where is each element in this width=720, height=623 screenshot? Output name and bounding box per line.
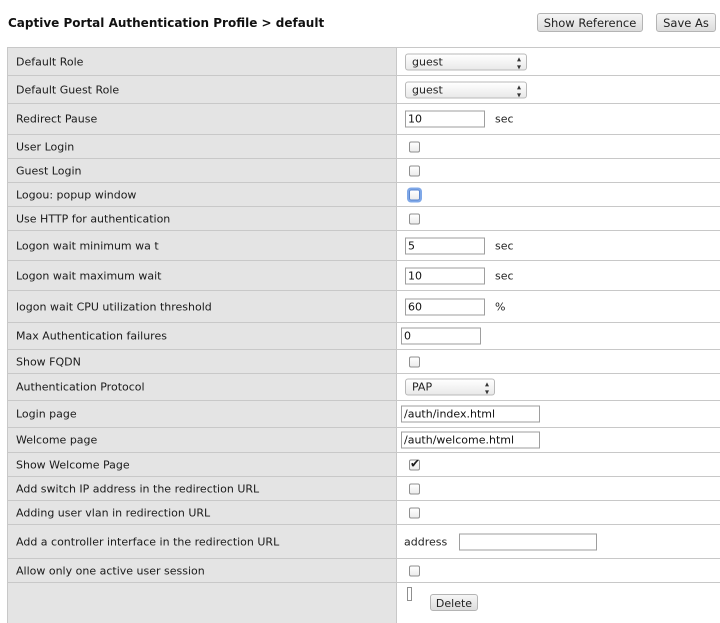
welcome-page-input[interactable]: /auth/welcome.html [401,432,540,449]
welcome-page-label: Welcome page [16,433,98,447]
whitelist-listbox[interactable] [407,587,412,601]
logon-wait-min-label: Logon wait minimum wa t [16,239,159,252]
auth-protocol-select[interactable]: PAP ▴ ▾ [405,379,495,396]
controller-address-label: address [404,535,448,548]
row-auth-protocol [7,374,720,401]
row-add-user-vlan [7,501,720,525]
save-as-button[interactable]: Save As [656,13,716,32]
logout-popup-label: Logou: popup window [16,188,137,201]
select-arrows-icon: ▴ ▾ [484,379,489,397]
add-user-vlan-label: Adding user vlan in redirection URL [16,506,211,519]
row-logon-wait-max [7,261,720,291]
select-arrows-icon: ▴ ▾ [516,54,521,71]
row-cpu-threshold [7,291,720,323]
default-guest-role-select[interactable]: guest ▴ ▾ [405,81,527,98]
guest-login-label: Guest Login [16,164,82,177]
show-reference-button[interactable]: Show Reference [537,13,643,32]
login-page-label: Login page [16,407,77,421]
show-welcome-page-label: Show Welcome Page [16,458,130,471]
row-use-http [7,207,720,231]
cpu-threshold-input[interactable]: 60 [405,298,485,315]
row-add-switch-ip [7,477,720,501]
default-role-label: Default Role [16,55,84,68]
select-arrows-icon: ▴ ▾ [516,82,521,99]
row-show-fqdn [7,350,720,374]
user-login-checkbox[interactable] [409,141,420,152]
logon-wait-max-unit: sec [495,269,514,282]
one-active-session-label: Allow only one active user session [16,564,205,577]
login-page-input[interactable]: /auth/index.html [401,406,540,423]
logon-wait-min-unit: sec [495,239,514,252]
redirect-pause-label: Redirect Pause [16,112,98,126]
default-guest-role-label: Default Guest Role [16,83,120,96]
row-add-controller-interface [7,525,720,559]
row-logon-wait-min [7,231,720,261]
max-auth-failures-input[interactable]: 0 [401,328,481,345]
user-login-label: User Login [16,140,75,153]
checkmark-icon: ✔ [410,456,421,470]
row-show-welcome-page [7,453,720,477]
logon-wait-max-input[interactable]: 10 [405,267,485,284]
row-one-active-session [7,559,720,583]
row-whitelist [7,583,720,623]
add-user-vlan-checkbox[interactable] [409,507,420,518]
row-user-login [7,135,720,159]
controller-address-input[interactable] [459,533,597,550]
page-title: Captive Portal Authentication Profile > default [8,16,325,30]
show-welcome-page-checkbox[interactable] [409,456,421,470]
use-http-checkbox[interactable] [409,213,420,224]
row-login-page [7,401,720,428]
row-logout-popup [7,183,720,207]
row-redirect-pause [7,104,720,135]
cpu-threshold-label: logon wait CPU utilization threshold [16,300,212,313]
cpu-threshold-unit: % [495,300,506,313]
add-controller-interface-label: Add a controller interface in the redirection URL [16,535,280,548]
redirect-pause-input[interactable]: 10 [405,111,485,128]
max-auth-failures-label: Max Authentication failures [16,329,167,343]
row-default-role [7,48,720,76]
delete-button[interactable]: Delete [430,594,478,611]
show-fqdn-label: Show FQDN [16,355,81,368]
row-max-auth-failures [7,323,720,350]
profile-settings-table [7,47,720,612]
add-switch-ip-label: Add switch IP address in the redirection URL [16,482,260,495]
show-fqdn-checkbox[interactable] [409,356,420,367]
logon-wait-max-label: Logon wait maximum wait [16,269,162,282]
one-active-session-checkbox[interactable] [409,565,420,576]
row-default-guest-role [7,76,720,104]
logon-wait-min-input[interactable]: 5 [405,237,485,254]
row-welcome-page [7,428,720,453]
use-http-label: Use HTTP for authentication [16,212,171,225]
auth-protocol-label: Authentication Protocol [16,380,145,394]
row-guest-login [7,159,720,183]
add-switch-ip-checkbox[interactable] [409,483,420,494]
default-role-select[interactable]: guest ▴ ▾ [405,53,527,70]
redirect-pause-unit: sec [495,112,514,126]
guest-login-checkbox[interactable] [409,165,420,176]
page-header [0,0,720,46]
logout-popup-checkbox[interactable] [409,189,420,200]
